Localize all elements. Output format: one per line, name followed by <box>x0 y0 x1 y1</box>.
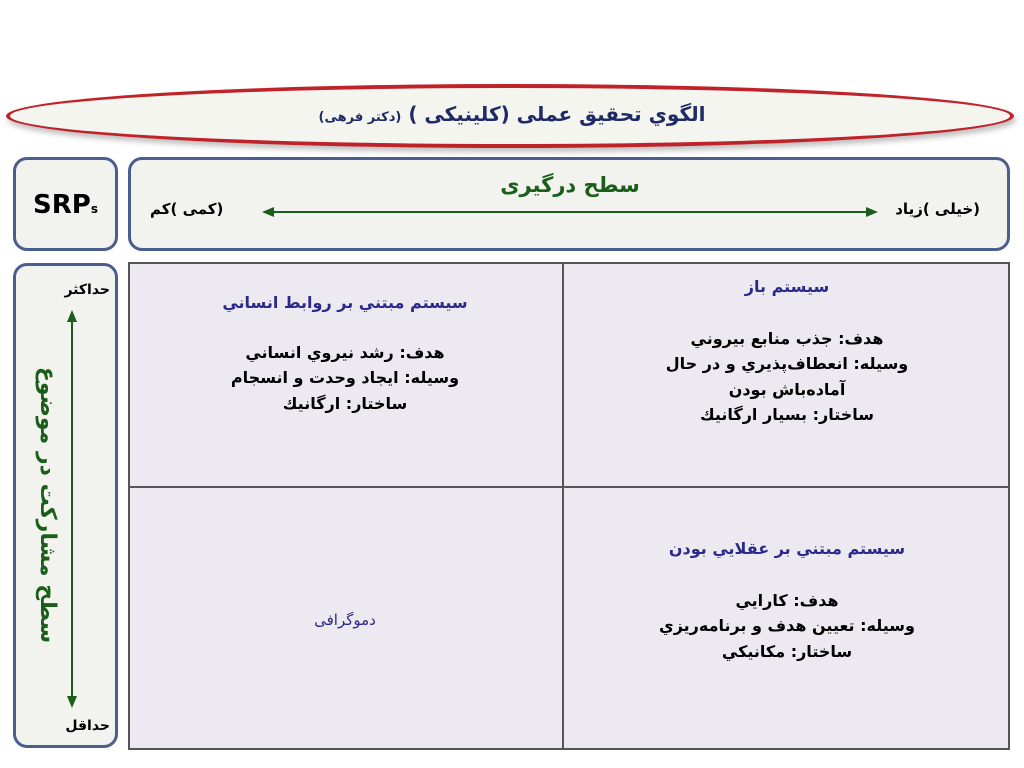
cell-title: سيستم مبتني بر عقلايي بودن <box>668 539 906 558</box>
page-title <box>0 102 1024 126</box>
quadrant-human-relations <box>128 262 562 488</box>
participation-axis-title: سطح مشارکت در موضوع <box>35 366 60 644</box>
cell-line: هدف: كارايي <box>735 590 839 610</box>
srp-main: SRP <box>33 190 91 220</box>
involvement-axis-title: سطح درگيری <box>500 173 640 197</box>
participation-max-label: حداکثر <box>64 282 110 298</box>
quadrant-demography <box>128 488 562 750</box>
involvement-high-label: (خيلی )زياد <box>895 200 980 218</box>
quadrant-rational-system <box>562 488 1010 750</box>
cell-title: سيستم باز <box>744 277 830 296</box>
srp-label <box>13 190 118 220</box>
vertical-double-arrow-icon <box>64 308 80 710</box>
srp-subscript: s <box>90 202 98 216</box>
cell-line: وسيله: انعطاف‌پذيري و در حال <box>665 354 909 374</box>
cell-line: آماده‌باش بودن <box>728 379 846 399</box>
cell-line: ساختار: مكانيكي <box>721 641 853 661</box>
cell-line: ساختار: بسيار ارگانيك <box>699 405 875 425</box>
cell-title: سيستم مبتني بر روابط انساني <box>222 293 468 312</box>
quadrant-open-system <box>562 262 1010 488</box>
cell-line: هدف: جذب منابع بيروني <box>690 328 884 348</box>
horizontal-double-arrow-icon <box>260 204 880 220</box>
involvement-low-label: (کمی )کم <box>150 200 224 218</box>
cell-title: دموگرافی <box>314 611 376 629</box>
cell-line: ساختار: ارگانيك <box>282 393 408 413</box>
title-main: الگوي تحقيق عملی (کلينيکی ) <box>408 102 706 126</box>
participation-min-label: حداقل <box>65 718 110 734</box>
title-author: (دکتر فرهی) <box>318 110 402 125</box>
cell-line: وسيله: ايجاد وحدت و انسجام <box>230 368 460 388</box>
cell-line: هدف: رشد نيروي انساني <box>245 342 445 362</box>
cell-line: وسيله: تعيين هدف و برنامه‌ريزي <box>659 616 915 636</box>
